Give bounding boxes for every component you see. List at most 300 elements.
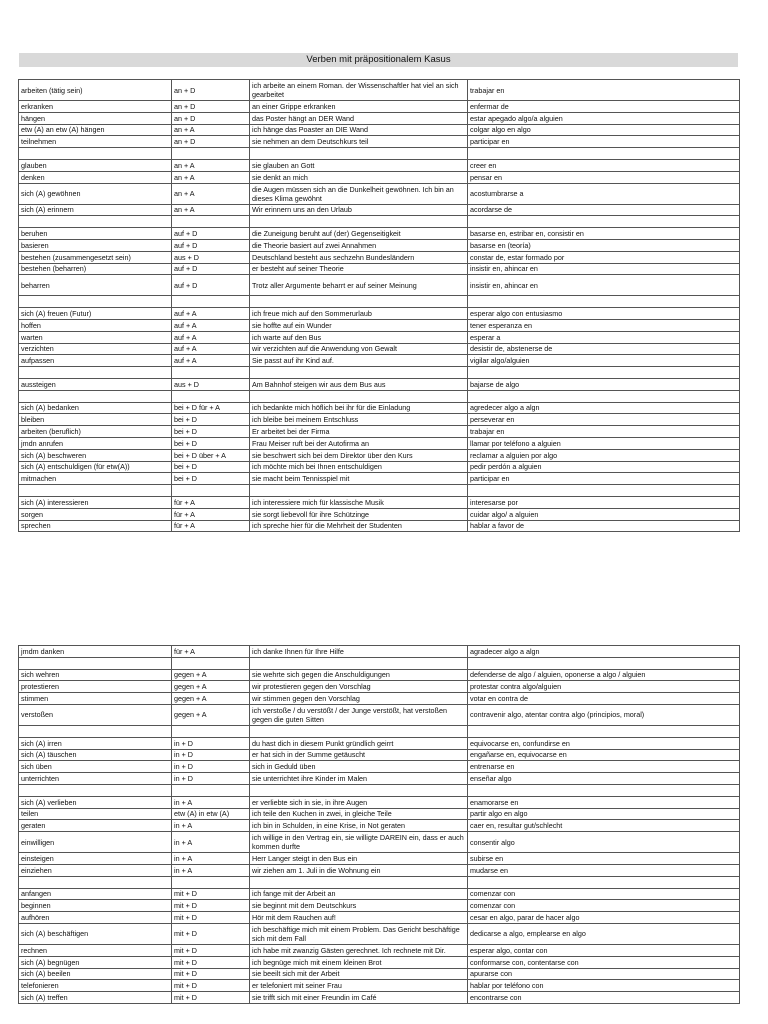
- verb-cell: sich (A) interessieren: [19, 496, 172, 508]
- example-cell: ich interessiere mich für klassische Musik: [250, 496, 468, 508]
- spacer-row: [19, 148, 740, 160]
- spacer-cell: [19, 485, 172, 497]
- example-cell: wir protestieren gegen den Vorschlag: [250, 681, 468, 693]
- translation-cell: participar en: [468, 473, 740, 485]
- example-cell: ich arbeite an einem Roman. der Wissenschaftler hat viel an sich gearbeitet: [250, 80, 468, 101]
- translation-cell: agradecer algo a algn: [468, 646, 740, 658]
- table-row: [19, 343, 740, 355]
- verb-cell: aussteigen: [19, 378, 172, 390]
- table-row: [19, 900, 740, 912]
- verb-cell: sich (A) entschuldigen (für etw(A)): [19, 461, 172, 473]
- table-row: [19, 737, 740, 749]
- verb-cell: sich wehren: [19, 669, 172, 681]
- spacer-cell: [19, 367, 172, 379]
- translation-cell: acostumbrarse a: [468, 183, 740, 204]
- example-cell: ich warte auf den Bus: [250, 331, 468, 343]
- preposition-cell: aus + D: [172, 251, 250, 263]
- translation-cell: constar de, estar formado por: [468, 251, 740, 263]
- spacer-row: [19, 725, 740, 737]
- example-cell: an einer Grippe erkranken: [250, 101, 468, 113]
- verb-cell: anfangen: [19, 888, 172, 900]
- translation-cell: esperar a: [468, 331, 740, 343]
- verb-cell: teilnehmen: [19, 136, 172, 148]
- preposition-cell: an + D: [172, 112, 250, 124]
- preposition-cell: auf + D: [172, 263, 250, 275]
- preposition-cell: gegen + A: [172, 704, 250, 725]
- table-row: [19, 912, 740, 924]
- translation-cell: pedir perdón a alguien: [468, 461, 740, 473]
- spacer-cell: [172, 296, 250, 308]
- translation-cell: hablar a favor de: [468, 520, 740, 532]
- preposition-cell: auf + D: [172, 228, 250, 240]
- table-row: [19, 414, 740, 426]
- spacer-cell: [468, 367, 740, 379]
- example-cell: sie trifft sich mit einer Freundin im Café: [250, 992, 468, 1004]
- example-cell: er hat sich in der Summe getäuscht: [250, 749, 468, 761]
- example-cell: er telefoniert mit seiner Frau: [250, 980, 468, 992]
- table-row: [19, 761, 740, 773]
- verb-cell: sich (A) beschweren: [19, 449, 172, 461]
- verb-cell: stimmen: [19, 693, 172, 705]
- table-row: [19, 308, 740, 320]
- table-row: [19, 449, 740, 461]
- verb-cell: hängen: [19, 112, 172, 124]
- spacer-cell: [172, 784, 250, 796]
- translation-cell: participar en: [468, 136, 740, 148]
- example-cell: du hast dich in diesem Punkt gründlich geirrt: [250, 737, 468, 749]
- translation-cell: mudarse en: [468, 864, 740, 876]
- table-row: [19, 239, 740, 251]
- table-row: [19, 923, 740, 944]
- verb-cell: erkranken: [19, 101, 172, 113]
- example-cell: Er arbeitet bei der Firma: [250, 426, 468, 438]
- translation-cell: insistir en, ahincar en: [468, 275, 740, 296]
- spacer-cell: [250, 390, 468, 402]
- preposition-cell: in + D: [172, 761, 250, 773]
- example-cell: die Augen müssen sich an die Dunkelheit gewöhnen. Ich bin an dieses Klima gewöhnt: [250, 183, 468, 204]
- spacer-row: [19, 485, 740, 497]
- preposition-cell: auf + A: [172, 355, 250, 367]
- verb-cell: einwilligen: [19, 832, 172, 853]
- table-row: [19, 355, 740, 367]
- translation-cell: enseñar algo: [468, 773, 740, 785]
- preposition-cell: an + A: [172, 159, 250, 171]
- preposition-cell: für + A: [172, 496, 250, 508]
- translation-cell: llamar por teléfono a alguien: [468, 437, 740, 449]
- spacer-cell: [172, 148, 250, 160]
- verb-cell: bestehen (zusammengesetzt sein): [19, 251, 172, 263]
- spacer-cell: [250, 485, 468, 497]
- example-cell: Wir erinnern uns an den Urlaub: [250, 204, 468, 216]
- table-row: [19, 796, 740, 808]
- verb-cell: protestieren: [19, 681, 172, 693]
- verb-cell: sich (A) begnügen: [19, 956, 172, 968]
- table-row: [19, 171, 740, 183]
- table-row: [19, 251, 740, 263]
- example-cell: wir ziehen am 1. Juli in die Wohnung ein: [250, 864, 468, 876]
- translation-cell: cesar en algo, parar de hacer algo: [468, 912, 740, 924]
- preposition-cell: mit + D: [172, 944, 250, 956]
- verb-cell: sorgen: [19, 508, 172, 520]
- table-row: [19, 402, 740, 414]
- spacer-cell: [468, 296, 740, 308]
- table-row: [19, 263, 740, 275]
- verb-cell: sich (A) erinnern: [19, 204, 172, 216]
- spacer-cell: [468, 725, 740, 737]
- translation-cell: contravenir algo, atentar contra algo (principios, moral): [468, 704, 740, 725]
- translation-cell: votar en contra de: [468, 693, 740, 705]
- verb-cell: aufhören: [19, 912, 172, 924]
- example-cell: ich hänge das Poaster an DIE Wand: [250, 124, 468, 136]
- preposition-cell: an + A: [172, 183, 250, 204]
- translation-cell: acordarse de: [468, 204, 740, 216]
- translation-cell: hablar por teléfono con: [468, 980, 740, 992]
- table-row: [19, 80, 740, 101]
- spacer-cell: [468, 390, 740, 402]
- translation-cell: insistir en, ahincar en: [468, 263, 740, 275]
- verb-cell: teilen: [19, 808, 172, 820]
- translation-cell: comenzar con: [468, 900, 740, 912]
- example-cell: ich freue mich auf den Sommerurlaub: [250, 308, 468, 320]
- spacer-cell: [172, 876, 250, 888]
- table-row: [19, 204, 740, 216]
- verb-cell: unterrichten: [19, 773, 172, 785]
- table-row: [19, 508, 740, 520]
- example-cell: sie wehrte sich gegen die Anschuldigungen: [250, 669, 468, 681]
- translation-cell: protestar contra algo/alguien: [468, 681, 740, 693]
- spacer-cell: [172, 367, 250, 379]
- verb-cell: einziehen: [19, 864, 172, 876]
- preposition-cell: gegen + A: [172, 693, 250, 705]
- spacer-cell: [250, 367, 468, 379]
- example-cell: ich fange mit der Arbeit an: [250, 888, 468, 900]
- translation-cell: tener esperanza en: [468, 319, 740, 331]
- translation-cell: enfermar de: [468, 101, 740, 113]
- preposition-cell: bei + D: [172, 473, 250, 485]
- example-cell: sich in Geduld üben: [250, 761, 468, 773]
- preposition-cell: bei + D über + A: [172, 449, 250, 461]
- translation-cell: esperar algo con entusiasmo: [468, 308, 740, 320]
- preposition-cell: gegen + A: [172, 681, 250, 693]
- table-row: [19, 124, 740, 136]
- spacer-cell: [250, 216, 468, 228]
- example-cell: Sie passt auf ihr Kind auf.: [250, 355, 468, 367]
- translation-cell: trabajar en: [468, 80, 740, 101]
- table-row: [19, 228, 740, 240]
- example-cell: sie unterrichtet ihre Kinder im Malen: [250, 773, 468, 785]
- translation-cell: reclamar a alguien por algo: [468, 449, 740, 461]
- spacer-cell: [172, 390, 250, 402]
- example-cell: ich möchte mich bei Ihnen entschuldigen: [250, 461, 468, 473]
- preposition-cell: mit + D: [172, 968, 250, 980]
- preposition-cell: bei + D: [172, 414, 250, 426]
- example-cell: sie beschwert sich bei dem Direktor über den Kurs: [250, 449, 468, 461]
- preposition-cell: bei + D: [172, 461, 250, 473]
- verb-cell: sich (A) gewöhnen: [19, 183, 172, 204]
- table-row: [19, 820, 740, 832]
- spacer-row: [19, 390, 740, 402]
- preposition-cell: gegen + A: [172, 669, 250, 681]
- preposition-cell: auf + A: [172, 319, 250, 331]
- translation-cell: perseverar en: [468, 414, 740, 426]
- table-row: [19, 461, 740, 473]
- example-cell: Hör mit dem Rauchen auf!: [250, 912, 468, 924]
- preposition-cell: auf + D: [172, 275, 250, 296]
- translation-cell: bajarse de algo: [468, 378, 740, 390]
- preposition-cell: mit + D: [172, 900, 250, 912]
- translation-cell: desistir de, abstenerse de: [468, 343, 740, 355]
- table-row: [19, 159, 740, 171]
- preposition-cell: aus + D: [172, 378, 250, 390]
- example-cell: ich habe mit zwanzig Gästen gerechnet. Ich rechnete mit Dir.: [250, 944, 468, 956]
- spacer-cell: [172, 216, 250, 228]
- preposition-cell: an + D: [172, 80, 250, 101]
- verb-cell: sich (A) täuschen: [19, 749, 172, 761]
- example-cell: sie beeilt sich mit der Arbeit: [250, 968, 468, 980]
- spacer-row: [19, 367, 740, 379]
- translation-cell: partir algo en algo: [468, 808, 740, 820]
- translation-cell: agredecer algo a algn: [468, 402, 740, 414]
- spacer-cell: [250, 784, 468, 796]
- table-row: [19, 136, 740, 148]
- preposition-cell: an + A: [172, 124, 250, 136]
- spacer-cell: [468, 148, 740, 160]
- example-cell: sie hoffte auf ein Wunder: [250, 319, 468, 331]
- verb-cell: beharren: [19, 275, 172, 296]
- translation-cell: dedicarse a algo, emplearse en algo: [468, 923, 740, 944]
- spacer-cell: [468, 216, 740, 228]
- verb-cell: sich (A) beeilen: [19, 968, 172, 980]
- table-row: [19, 112, 740, 124]
- table-row: [19, 101, 740, 113]
- example-cell: ich begnüge mich mit einem kleinen Brot: [250, 956, 468, 968]
- preposition-cell: mit + D: [172, 912, 250, 924]
- verb-cell: geraten: [19, 820, 172, 832]
- table-row: [19, 183, 740, 204]
- spacer-cell: [19, 216, 172, 228]
- example-cell: Trotz aller Argumente beharrt er auf seiner Meinung: [250, 275, 468, 296]
- preposition-cell: mit + D: [172, 888, 250, 900]
- spacer-cell: [19, 148, 172, 160]
- verb-cell: beruhen: [19, 228, 172, 240]
- spacer-cell: [468, 657, 740, 669]
- verb-cell: mitmachen: [19, 473, 172, 485]
- spacer-cell: [468, 485, 740, 497]
- spacer-cell: [250, 148, 468, 160]
- spacer-cell: [19, 296, 172, 308]
- verb-cell: sich (A) beschäftigen: [19, 923, 172, 944]
- example-cell: ich teile den Kuchen in zwei, in gleiche Teile: [250, 808, 468, 820]
- spacer-cell: [19, 657, 172, 669]
- preposition-cell: auf + A: [172, 308, 250, 320]
- preposition-cell: in + A: [172, 853, 250, 865]
- translation-cell: consentir algo: [468, 832, 740, 853]
- verb-cell: jmdm danken: [19, 646, 172, 658]
- spacer-cell: [250, 876, 468, 888]
- preposition-cell: in + D: [172, 749, 250, 761]
- example-cell: sie nehmen an dem Deutschkurs teil: [250, 136, 468, 148]
- spacer-cell: [468, 784, 740, 796]
- translation-cell: estar apegado algo/a alguien: [468, 112, 740, 124]
- example-cell: sie glauben an Gott: [250, 159, 468, 171]
- translation-cell: apurarse con: [468, 968, 740, 980]
- spacer-row: [19, 296, 740, 308]
- spacer-cell: [250, 296, 468, 308]
- translation-cell: conformarse con, contentarse con: [468, 956, 740, 968]
- verb-cell: bestehen (beharren): [19, 263, 172, 275]
- verb-cell: sich (A) irren: [19, 737, 172, 749]
- spacer-row: [19, 876, 740, 888]
- preposition-cell: auf + D: [172, 239, 250, 251]
- table-row: [19, 808, 740, 820]
- example-cell: sie beginnt mit dem Deutschkurs: [250, 900, 468, 912]
- translation-cell: vigilar algo/alguien: [468, 355, 740, 367]
- spacer-cell: [19, 390, 172, 402]
- preposition-cell: in + A: [172, 820, 250, 832]
- translation-cell: basarse en (teoría): [468, 239, 740, 251]
- verb-cell: sich (A) treffen: [19, 992, 172, 1004]
- verb-cell: beginnen: [19, 900, 172, 912]
- preposition-cell: in + A: [172, 832, 250, 853]
- preposition-cell: in + A: [172, 864, 250, 876]
- table-row: [19, 980, 740, 992]
- preposition-cell: mit + D: [172, 956, 250, 968]
- preposition-cell: mit + D: [172, 992, 250, 1004]
- preposition-cell: an + D: [172, 136, 250, 148]
- example-cell: ich bleibe bei meinem Entschluss: [250, 414, 468, 426]
- preposition-cell: in + D: [172, 773, 250, 785]
- preposition-cell: für + A: [172, 520, 250, 532]
- preposition-cell: für + A: [172, 508, 250, 520]
- table-row: [19, 437, 740, 449]
- verb-cell: sich üben: [19, 761, 172, 773]
- spacer-cell: [172, 485, 250, 497]
- translation-cell: enamorarse en: [468, 796, 740, 808]
- verb-cell: sprechen: [19, 520, 172, 532]
- table-row: [19, 956, 740, 968]
- example-cell: die Theorie basiert auf zwei Annahmen: [250, 239, 468, 251]
- example-cell: ich willige in den Vertrag ein, sie willigte DAREIN ein, dass er auch kommen durfte: [250, 832, 468, 853]
- verb-cell: aufpassen: [19, 355, 172, 367]
- translation-cell: comenzar con: [468, 888, 740, 900]
- preposition-cell: an + A: [172, 204, 250, 216]
- verb-cell: rechnen: [19, 944, 172, 956]
- spacer-cell: [172, 725, 250, 737]
- spacer-cell: [250, 725, 468, 737]
- example-cell: ich bin in Schulden, in eine Krise, in Not geraten: [250, 820, 468, 832]
- table-row: [19, 426, 740, 438]
- spacer-row: [19, 657, 740, 669]
- translation-cell: entrenarse en: [468, 761, 740, 773]
- table-row: [19, 888, 740, 900]
- table-row: [19, 832, 740, 853]
- example-cell: Herr Langer steigt in den Bus ein: [250, 853, 468, 865]
- example-cell: ich verstoße / du verstößt / der Junge verstößt, hat verstoßen gegen die guten Sitten: [250, 704, 468, 725]
- example-cell: Frau Meiser ruft bei der Autofirma an: [250, 437, 468, 449]
- verb-cell: etw (A) an etw (A) hängen: [19, 124, 172, 136]
- table-row: [19, 773, 740, 785]
- preposition-cell: an + D: [172, 101, 250, 113]
- table-row: [19, 646, 740, 658]
- preposition-cell: mit + D: [172, 923, 250, 944]
- verb-table-1: [18, 79, 740, 532]
- verb-cell: sich (A) freuen (Futur): [19, 308, 172, 320]
- example-cell: wir stimmen gegen den Vorschlag: [250, 693, 468, 705]
- example-cell: sie sorgt liebevoll für ihre Schützinge: [250, 508, 468, 520]
- example-cell: wir verzichten auf die Anwendung von Gewalt: [250, 343, 468, 355]
- translation-cell: equivocarse en, confundirse en: [468, 737, 740, 749]
- verb-cell: glauben: [19, 159, 172, 171]
- preposition-cell: etw (A) in etw (A): [172, 808, 250, 820]
- table-row: [19, 749, 740, 761]
- example-cell: ich bedankte mich höflich bei ihr für die Einladung: [250, 402, 468, 414]
- preposition-cell: an + A: [172, 171, 250, 183]
- example-cell: Deutschland besteht aus sechzehn Bundesländern: [250, 251, 468, 263]
- table-row: [19, 681, 740, 693]
- translation-cell: esperar algo, contar con: [468, 944, 740, 956]
- example-cell: sie macht beim Tennisspiel mit: [250, 473, 468, 485]
- translation-cell: colgar algo en algo: [468, 124, 740, 136]
- table-row: [19, 693, 740, 705]
- example-cell: die Zuneigung beruht auf (der) Gegenseitigkeit: [250, 228, 468, 240]
- preposition-cell: bei + D für + A: [172, 402, 250, 414]
- table-row: [19, 331, 740, 343]
- table-row: [19, 275, 740, 296]
- translation-cell: pensar en: [468, 171, 740, 183]
- verb-cell: bleiben: [19, 414, 172, 426]
- translation-cell: trabajar en: [468, 426, 740, 438]
- spacer-cell: [250, 657, 468, 669]
- spacer-cell: [172, 657, 250, 669]
- table-row: [19, 704, 740, 725]
- verb-cell: jmdn anrufen: [19, 437, 172, 449]
- translation-cell: subirse en: [468, 853, 740, 865]
- translation-cell: cuidar algo/ a alguien: [468, 508, 740, 520]
- spacer-cell: [19, 784, 172, 796]
- table-row: [19, 864, 740, 876]
- table-row: [19, 473, 740, 485]
- example-cell: ich danke Ihnen für Ihre Hilfe: [250, 646, 468, 658]
- table-row: [19, 378, 740, 390]
- spacer-cell: [468, 876, 740, 888]
- verb-cell: hoffen: [19, 319, 172, 331]
- translation-cell: basarse en, estribar en, consistir en: [468, 228, 740, 240]
- verb-cell: einsteigen: [19, 853, 172, 865]
- verb-cell: denken: [19, 171, 172, 183]
- verb-cell: arbeiten (beruflich): [19, 426, 172, 438]
- example-cell: sie denkt an mich: [250, 171, 468, 183]
- translation-cell: caer en, resultar gut/schlecht: [468, 820, 740, 832]
- verb-cell: verstoßen: [19, 704, 172, 725]
- table-row: [19, 853, 740, 865]
- verb-cell: arbeiten (tätig sein): [19, 80, 172, 101]
- verb-cell: sich (A) verlieben: [19, 796, 172, 808]
- example-cell: Am Bahnhof steigen wir aus dem Bus aus: [250, 378, 468, 390]
- example-cell: er besteht auf seiner Theorie: [250, 263, 468, 275]
- translation-cell: engañarse en, equivocarse en: [468, 749, 740, 761]
- spacer-cell: [19, 725, 172, 737]
- preposition-cell: bei + D: [172, 437, 250, 449]
- table-row: [19, 669, 740, 681]
- preposition-cell: für + A: [172, 646, 250, 658]
- page-title: Verben mit präpositionalem Kasus: [19, 53, 738, 67]
- preposition-cell: in + A: [172, 796, 250, 808]
- verb-cell: telefonieren: [19, 980, 172, 992]
- translation-cell: interesarse por: [468, 496, 740, 508]
- table-row: [19, 319, 740, 331]
- table-row: [19, 520, 740, 532]
- verb-cell: sich (A) bedanken: [19, 402, 172, 414]
